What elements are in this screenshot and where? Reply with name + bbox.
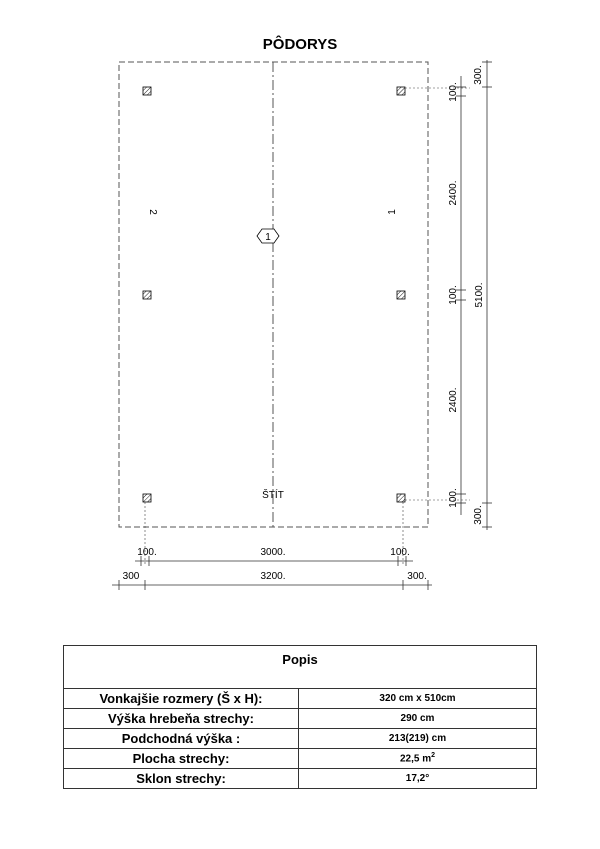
page-title: PÔDORYS [262, 36, 338, 53]
row-value: 290 cm [299, 709, 537, 729]
post [143, 494, 151, 502]
dim-top-300: 300. [473, 65, 484, 85]
dim-right-100: 100. [390, 547, 410, 558]
dim-inner: 3000. [260, 547, 286, 558]
table-row [64, 769, 537, 789]
dim-left-300: 300 [122, 571, 140, 582]
dim-right-300: 300. [407, 571, 427, 582]
post [397, 87, 405, 95]
row-value: 17,2° [299, 769, 537, 789]
table-row [64, 709, 537, 729]
table-header: Popis [64, 646, 537, 689]
gable-label: ŠTÍT [262, 490, 284, 501]
dim-top-100: 100. [448, 82, 459, 102]
row-value: 320 cm x 510cm [299, 689, 537, 709]
dim-outer: 3200. [260, 571, 286, 582]
row-key: Podchodná výška : [64, 729, 299, 749]
table-row [64, 689, 537, 709]
bay-label-right: 1 [387, 209, 398, 215]
post [397, 291, 405, 299]
table-row [64, 749, 537, 769]
ridge-marker-label: 1 [265, 232, 271, 243]
post [143, 87, 151, 95]
dim-span1: 2400. [448, 180, 459, 206]
row-key: Výška hrebeňa strechy: [64, 709, 299, 729]
post [397, 494, 405, 502]
unit-superscript: 2 [431, 752, 436, 760]
row-value [299, 749, 537, 769]
bay-label-left: 2 [147, 209, 158, 215]
post [143, 291, 151, 299]
row-key: Plocha strechy: [64, 749, 299, 769]
dim-bottom-300: 300. [473, 505, 484, 525]
roof-area-value: 22,5 m [399, 753, 432, 765]
dim-mid-100: 100. [448, 285, 459, 305]
description-table [63, 645, 537, 789]
row-key: Sklon strechy: [64, 769, 299, 789]
row-key: Vonkajšie rozmery (Š x H): [64, 689, 299, 709]
roof-outline [119, 62, 428, 527]
table-row [64, 729, 537, 749]
dim-span2: 2400. [448, 387, 459, 413]
dim-bottom-100: 100. [448, 488, 459, 508]
dim-left-100: 100. [137, 547, 157, 558]
dim-total: 5100. [474, 282, 485, 308]
row-value: 213(219) cm [299, 729, 537, 749]
